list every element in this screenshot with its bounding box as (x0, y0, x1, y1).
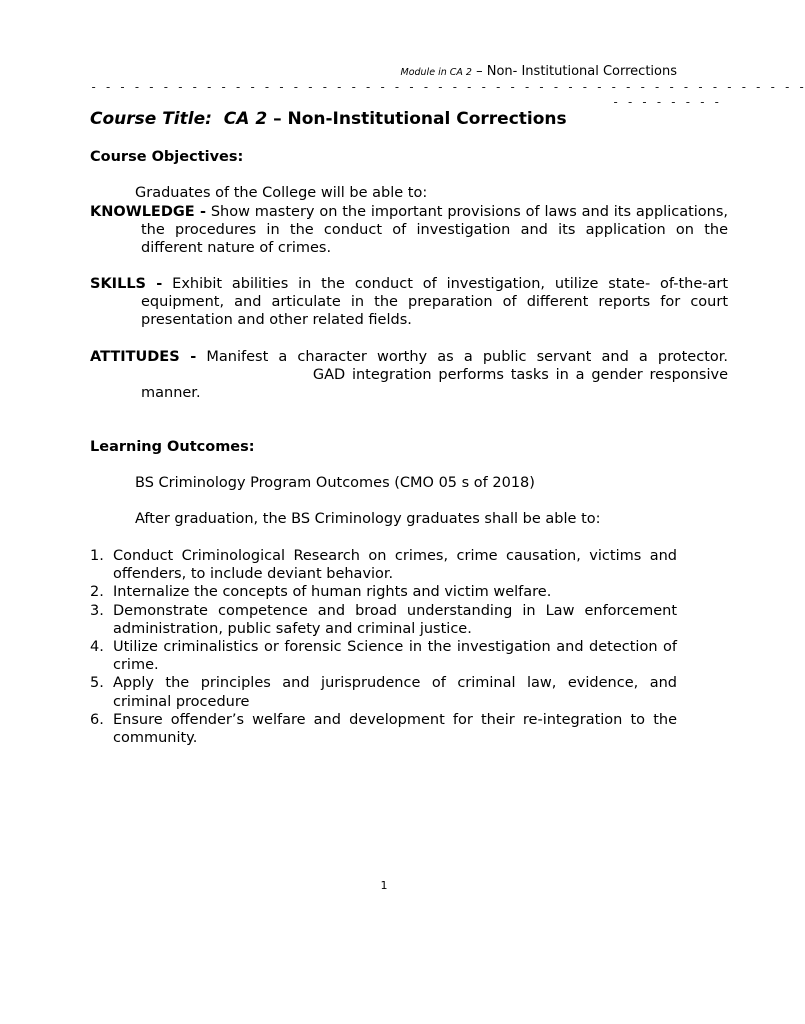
list-text: Utilize criminalistics or forensic Science in the investigation and detection of crime. (113, 639, 677, 674)
objectives-heading: Course Objectives: (90, 149, 244, 165)
list-text: Apply the principles and jurisprudence of criminal law, evidence, and criminal procedure (113, 675, 677, 710)
list-number: 4. (90, 639, 104, 656)
list-number: 5. (90, 675, 104, 692)
objective-text-gad: GAD integration performs tasks in a gender responsive manner. (141, 367, 729, 402)
list-number: 1. (90, 548, 104, 564)
objective-text: Exhibit abilities in the conduct of investigation, utilize state- of-the-art equipment, and articulate in the preparation of different reports for court presentation and other related fields. (141, 276, 729, 329)
list-item (90, 547, 677, 583)
outcomes-heading: Learning Outcomes: (90, 439, 255, 455)
list-text: Internalize the concepts of human rights and victim welfare. (113, 584, 552, 601)
list-item (90, 583, 677, 601)
course-code: CA 2 (223, 109, 268, 129)
objective-attitudes (90, 348, 728, 403)
objective-text: Show mastery on the important provisions of laws and its applications, the procedures in the conduct of investigation and its application on the different nature of crimes. (141, 204, 729, 257)
outcomes-intro: After graduation, the BS Criminology graduates shall be able to: (135, 511, 601, 527)
list-item (90, 602, 677, 638)
list-item (90, 711, 677, 747)
list-number: 2. (90, 584, 104, 601)
course-title-label: Course Title: (90, 109, 212, 129)
objective-skills (90, 275, 728, 330)
header-divider: - - - - - - - - - - - - - - - - - - - - - - - - - - - - - - - - - - - - - - - - - - - - - - - - - - (90, 80, 805, 94)
list-number: 3. (90, 602, 104, 619)
running-header (90, 64, 677, 79)
header-module-label: Module in CA 2 (400, 67, 472, 78)
page-number: 1 (380, 879, 388, 892)
outcomes-list (90, 547, 677, 747)
course-title (90, 109, 567, 129)
list-number: 6. (90, 711, 104, 728)
list-text: Conduct Criminological Research on crimes, crime causation, victims and offenders, to include deviant behavior. (113, 548, 677, 583)
list-item (90, 674, 677, 710)
program-outcomes-line: BS Criminology Program Outcomes (CMO 05 s of 2018) (135, 475, 535, 491)
header-divider-continued: - - - - - - - - (612, 95, 721, 109)
objective-label: ATTITUDES - (90, 349, 197, 365)
list-text: Ensure offender’s welfare and development for their re-integration to the community. (113, 711, 677, 747)
objective-label: KNOWLEDGE - (90, 204, 206, 220)
objective-text: Manifest a character worthy as a public servant and a protector. (206, 349, 729, 365)
objective-label: SKILLS - (90, 276, 163, 292)
objectives-intro: Graduates of the College will be able to: (135, 185, 428, 201)
course-name: – Non-Institutional Corrections (273, 109, 567, 129)
list-item (90, 638, 677, 674)
list-text: Demonstrate competence and broad understanding in Law enforcement administration, public safety and criminal justice. (113, 602, 677, 637)
objective-knowledge (90, 203, 728, 258)
header-title: – Non- Institutional Corrections (476, 64, 677, 79)
